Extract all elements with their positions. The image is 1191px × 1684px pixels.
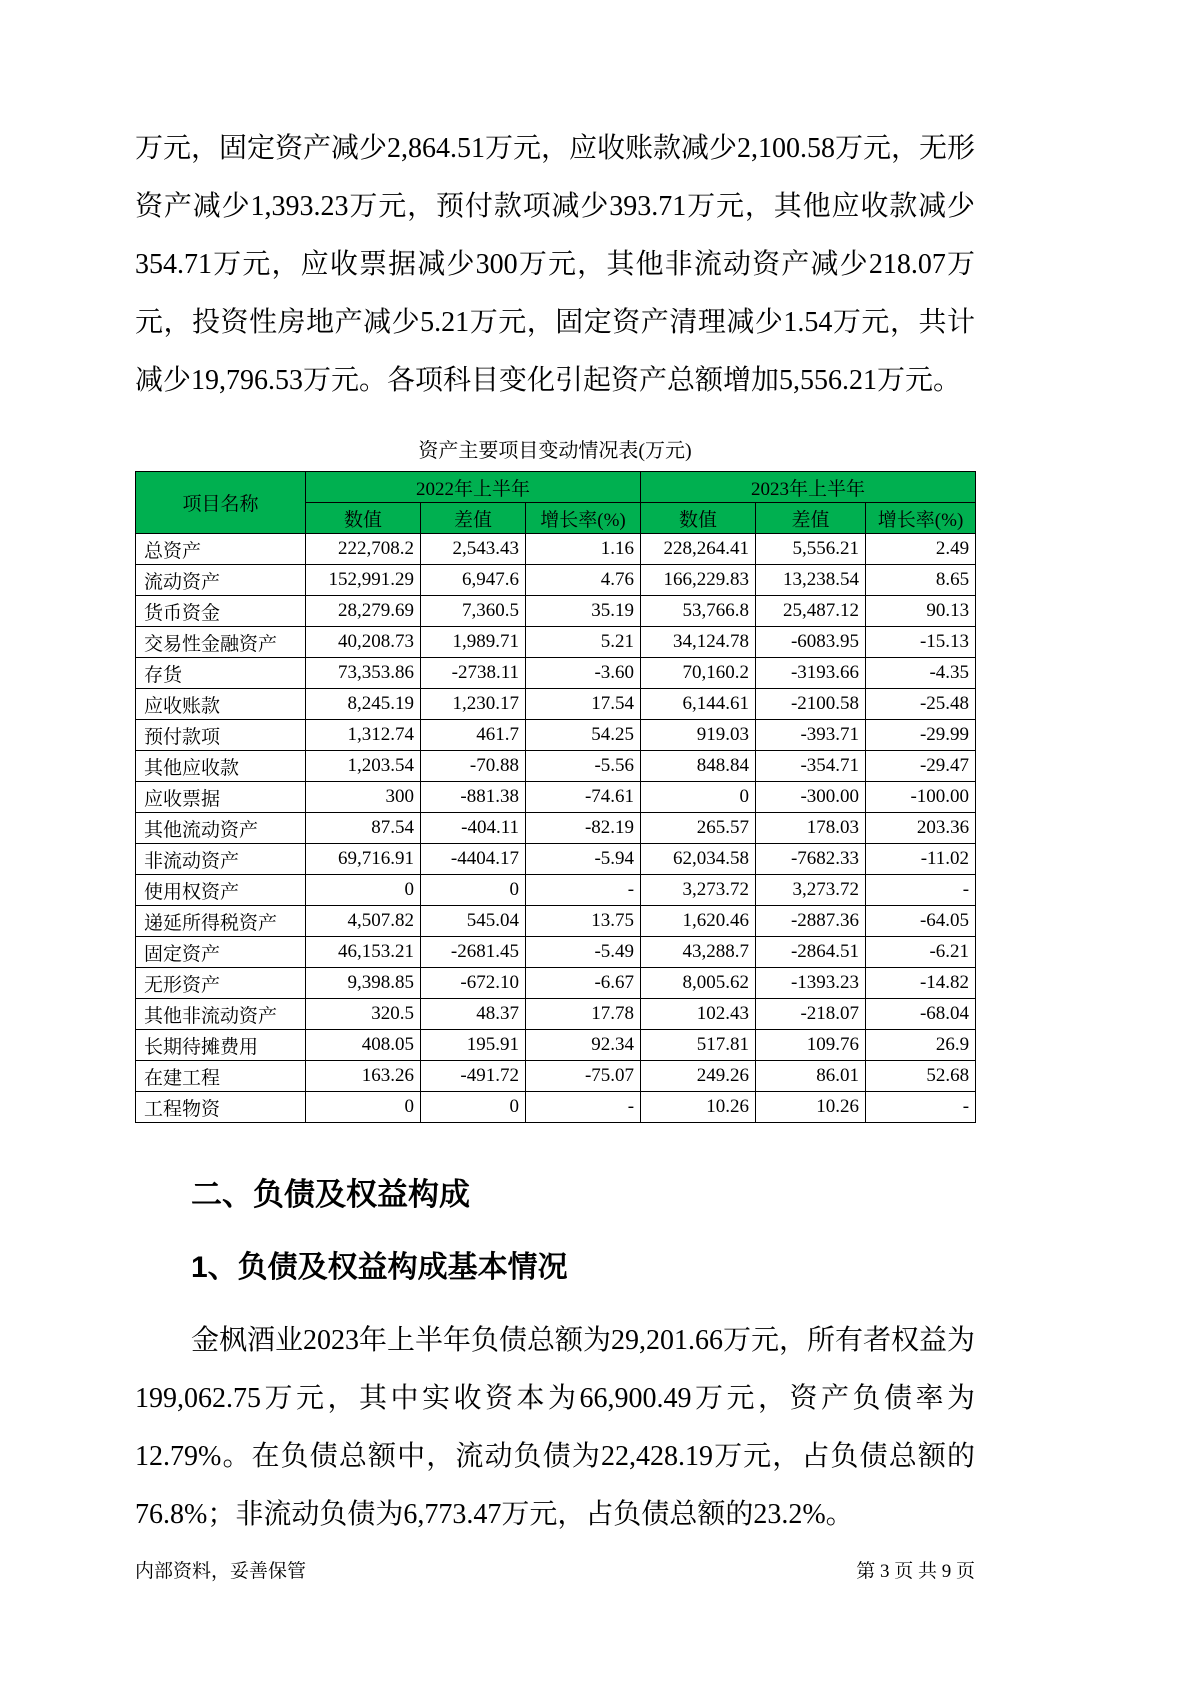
table-row: [136, 658, 976, 689]
row-value: 62,034.58: [641, 844, 756, 875]
row-value: 8,005.62: [641, 968, 756, 999]
table-row: [136, 751, 976, 782]
row-value: -: [526, 1092, 641, 1123]
col-group-2022: 2022年上半年: [306, 472, 641, 503]
row-value: -354.71: [756, 751, 866, 782]
row-value: 34,124.78: [641, 627, 756, 658]
row-value: -2864.51: [756, 937, 866, 968]
row-value: -68.04: [866, 999, 976, 1030]
row-item-name: 存货: [136, 658, 306, 689]
row-value: 73,353.86: [306, 658, 421, 689]
row-value: 228,264.41: [641, 534, 756, 565]
row-value: -25.48: [866, 689, 976, 720]
row-value: 249.26: [641, 1061, 756, 1092]
row-value: -2738.11: [421, 658, 526, 689]
table-row: [136, 720, 976, 751]
row-item-name: 无形资产: [136, 968, 306, 999]
row-value: -881.38: [421, 782, 526, 813]
row-value: 87.54: [306, 813, 421, 844]
row-value: 203.36: [866, 813, 976, 844]
row-value: 265.57: [641, 813, 756, 844]
row-value: -: [526, 875, 641, 906]
row-value: 919.03: [641, 720, 756, 751]
row-value: 163.26: [306, 1061, 421, 1092]
intro-paragraph: 万元，固定资产减少2,864.51万元，应收账款减少2,100.58万元，无形资产减少1,393.23万元，预付款项减少393.71万元，其他应收款减少354.71万元，应收票据减少300万元，其他非流动资产减少218.07万元，投资性房地产减少5.21万元，固定资产清理减少1.54万元，共计减少19,796.53万元。各项科目变化引起资产总额增加5,556.21万元。: [135, 133, 976, 396]
row-value: 7,360.5: [421, 596, 526, 627]
row-value: 6,947.6: [421, 565, 526, 596]
row-item-name: 预付款项: [136, 720, 306, 751]
row-value: 152,991.29: [306, 565, 421, 596]
table-row: [136, 596, 976, 627]
table-row: [136, 813, 976, 844]
row-item-name: 总资产: [136, 534, 306, 565]
row-value: -2887.36: [756, 906, 866, 937]
row-value: 102.43: [641, 999, 756, 1030]
row-value: -6083.95: [756, 627, 866, 658]
table-row: [136, 937, 976, 968]
row-value: -4.35: [866, 658, 976, 689]
row-item-name: 其他流动资产: [136, 813, 306, 844]
row-value: 1,989.71: [421, 627, 526, 658]
row-value: 13,238.54: [756, 565, 866, 596]
col-header-growth-2023: 增长率(%): [866, 503, 976, 534]
row-value: 13.75: [526, 906, 641, 937]
row-value: 4,507.82: [306, 906, 421, 937]
table-row: [136, 782, 976, 813]
row-value: 0: [306, 875, 421, 906]
row-value: -300.00: [756, 782, 866, 813]
col-header-value-2022: 数值: [306, 503, 421, 534]
col-header-diff-2022: 差值: [421, 503, 526, 534]
page-content: [135, 0, 975, 1544]
row-value: 5,556.21: [756, 534, 866, 565]
row-item-name: 递延所得税资产: [136, 906, 306, 937]
row-value: -4404.17: [421, 844, 526, 875]
row-value: 10.26: [641, 1092, 756, 1123]
row-value: 545.04: [421, 906, 526, 937]
row-value: 70,160.2: [641, 658, 756, 689]
row-value: 17.54: [526, 689, 641, 720]
page-number: 第 3 页 共 9 页: [856, 1561, 975, 1582]
row-value: -100.00: [866, 782, 976, 813]
row-value: -14.82: [866, 968, 976, 999]
row-item-name: 货币资金: [136, 596, 306, 627]
row-value: 8,245.19: [306, 689, 421, 720]
table-row: [136, 534, 976, 565]
row-value: 92.34: [526, 1030, 641, 1061]
footer-confidential-note: 内部资料，妥善保管: [135, 1561, 307, 1582]
table-row: [136, 565, 976, 596]
row-item-name: 长期待摊费用: [136, 1030, 306, 1061]
row-value: 461.7: [421, 720, 526, 751]
asset-table-body: [136, 534, 976, 1123]
row-value: 3,273.72: [641, 875, 756, 906]
row-value: 28,279.69: [306, 596, 421, 627]
row-value: 6,144.61: [641, 689, 756, 720]
row-value: 1,312.74: [306, 720, 421, 751]
row-value: 2.49: [866, 534, 976, 565]
row-value: 4.76: [526, 565, 641, 596]
section-heading-liabilities: 二、负债及权益构成: [191, 1177, 470, 1212]
table-title: 资产主要项目变动情况表(万元): [418, 440, 692, 462]
row-value: -404.11: [421, 813, 526, 844]
row-value: -3193.66: [756, 658, 866, 689]
col-group-2023: 2023年上半年: [641, 472, 976, 503]
row-value: -7682.33: [756, 844, 866, 875]
table-row: [136, 968, 976, 999]
row-value: 3,273.72: [756, 875, 866, 906]
table-row: [136, 844, 976, 875]
row-value: -11.02: [866, 844, 976, 875]
row-value: 166,229.83: [641, 565, 756, 596]
row-value: -64.05: [866, 906, 976, 937]
row-value: -3.60: [526, 658, 641, 689]
row-item-name: 流动资产: [136, 565, 306, 596]
row-value: 0: [421, 875, 526, 906]
row-value: -75.07: [526, 1061, 641, 1092]
asset-change-table: [135, 471, 976, 1123]
row-value: 0: [306, 1092, 421, 1123]
row-value: -5.94: [526, 844, 641, 875]
row-value: 40,208.73: [306, 627, 421, 658]
table-row: [136, 627, 976, 658]
col-header-diff-2023: 差值: [756, 503, 866, 534]
row-value: -15.13: [866, 627, 976, 658]
row-value: -82.19: [526, 813, 641, 844]
row-value: 300: [306, 782, 421, 813]
row-item-name: 其他非流动资产: [136, 999, 306, 1030]
row-value: 0: [641, 782, 756, 813]
col-header-item-name: 项目名称: [136, 472, 306, 534]
col-header-growth-2022: 增长率(%): [526, 503, 641, 534]
row-value: -: [866, 875, 976, 906]
row-value: 5.21: [526, 627, 641, 658]
row-item-name: 非流动资产: [136, 844, 306, 875]
row-value: 1,230.17: [421, 689, 526, 720]
row-value: 43,288.7: [641, 937, 756, 968]
row-item-name: 在建工程: [136, 1061, 306, 1092]
row-value: -70.88: [421, 751, 526, 782]
row-item-name: 固定资产: [136, 937, 306, 968]
row-value: 90.13: [866, 596, 976, 627]
row-value: 17.78: [526, 999, 641, 1030]
col-header-value-2023: 数值: [641, 503, 756, 534]
row-value: 52.68: [866, 1061, 976, 1092]
row-value: -29.99: [866, 720, 976, 751]
row-value: -74.61: [526, 782, 641, 813]
table-row: [136, 1092, 976, 1123]
row-item-name: 工程物资: [136, 1092, 306, 1123]
row-value: -1393.23: [756, 968, 866, 999]
row-value: -5.56: [526, 751, 641, 782]
row-item-name: 应收票据: [136, 782, 306, 813]
row-value: 69,716.91: [306, 844, 421, 875]
asset-table-header: [136, 472, 976, 534]
row-item-name: 其他应收款: [136, 751, 306, 782]
row-value: 178.03: [756, 813, 866, 844]
row-value: -29.47: [866, 751, 976, 782]
page-footer: [135, 1556, 975, 1583]
liability-paragraph: 金枫酒业2023年上半年负债总额为29,201.66万元，所有者权益为199,062.75万元，其中实收资本为66,900.49万元，资产负债率为12.79%。在负债总额中，流动负债为22,428.19万元，占负债总额的76.8%；非流动负债为6,773.47万元，占负债总额的23.2%。: [135, 1325, 976, 1530]
row-value: 9,398.85: [306, 968, 421, 999]
row-value: 222,708.2: [306, 534, 421, 565]
row-value: 517.81: [641, 1030, 756, 1061]
row-value: 48.37: [421, 999, 526, 1030]
table-row: [136, 875, 976, 906]
table-row: [136, 1061, 976, 1092]
row-value: 109.76: [756, 1030, 866, 1061]
row-value: 848.84: [641, 751, 756, 782]
row-value: 10.26: [756, 1092, 866, 1123]
table-row: [136, 689, 976, 720]
row-value: -2681.45: [421, 937, 526, 968]
row-value: 1.16: [526, 534, 641, 565]
row-value: 2,543.43: [421, 534, 526, 565]
row-value: -2100.58: [756, 689, 866, 720]
row-value: -218.07: [756, 999, 866, 1030]
row-value: 86.01: [756, 1061, 866, 1092]
row-value: 25,487.12: [756, 596, 866, 627]
row-value: 53,766.8: [641, 596, 756, 627]
row-value: 320.5: [306, 999, 421, 1030]
row-value: -672.10: [421, 968, 526, 999]
row-value: 26.9: [866, 1030, 976, 1061]
row-value: 1,620.46: [641, 906, 756, 937]
row-value: -393.71: [756, 720, 866, 751]
row-value: 35.19: [526, 596, 641, 627]
row-value: -: [866, 1092, 976, 1123]
row-value: -6.67: [526, 968, 641, 999]
row-value: 54.25: [526, 720, 641, 751]
row-item-name: 使用权资产: [136, 875, 306, 906]
row-value: -6.21: [866, 937, 976, 968]
row-item-name: 交易性金融资产: [136, 627, 306, 658]
row-value: -491.72: [421, 1061, 526, 1092]
table-row: [136, 1030, 976, 1061]
table-row: [136, 999, 976, 1030]
row-value: 1,203.54: [306, 751, 421, 782]
row-value: 408.05: [306, 1030, 421, 1061]
subsection-heading-basic-situation: 1、负债及权益构成基本情况: [191, 1251, 568, 1284]
row-value: 46,153.21: [306, 937, 421, 968]
header-row-groups: [136, 472, 976, 503]
row-item-name: 应收账款: [136, 689, 306, 720]
table-row: [136, 906, 976, 937]
row-value: 195.91: [421, 1030, 526, 1061]
row-value: 8.65: [866, 565, 976, 596]
row-value: 0: [421, 1092, 526, 1123]
row-value: -5.49: [526, 937, 641, 968]
